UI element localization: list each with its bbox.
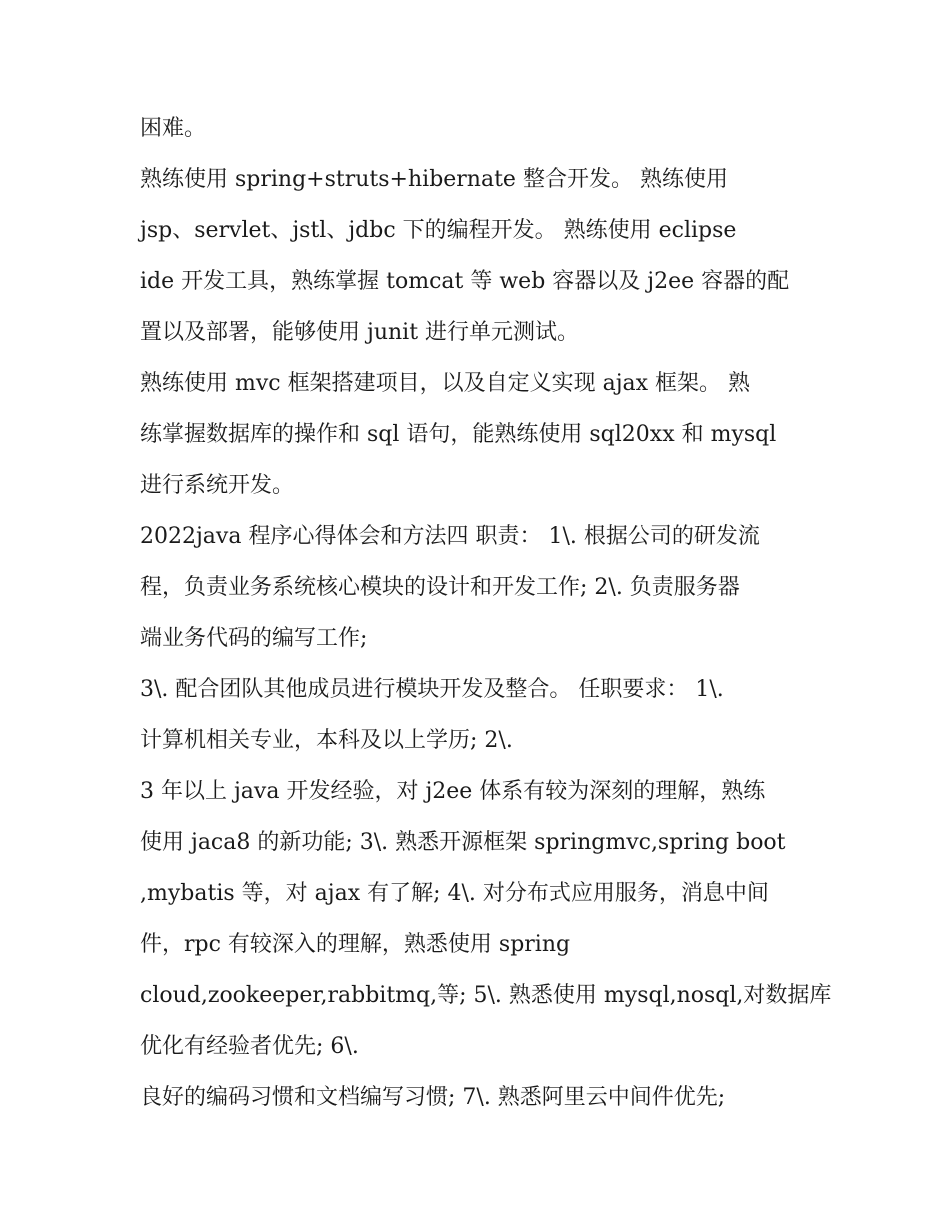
text-line: 熟练使用 spring+struts+hibernate 整合开发。 熟练使用 — [140, 167, 728, 192]
body-text — [140, 108, 832, 1128]
text-line: 3 年以上 java 开发经验，对 j2ee 体系有较为深刻的理解，熟练 — [140, 779, 766, 804]
text-line: jsp、servlet、jstl、jdbc 下的编程开发。 熟练使用 eclipse — [140, 218, 737, 243]
text-line: 置以及部署，能够使用 junit 进行单元测试。 — [140, 320, 580, 345]
text-line: ,mybatis 等，对 ajax 有了解; 4\. 对分布式应用服务，消息中间 — [140, 881, 769, 906]
text-line: ide 开发工具，熟练掌握 tomcat 等 web 容器以及 j2ee 容器的配 — [140, 269, 790, 294]
text-line: 练掌握数据库的操作和 sql 语句，能熟练使用 sql20xx 和 mysql — [140, 422, 777, 447]
text-line: 3\. 配合团队其他成员进行模块开发及整合。 任职要求： 1\. — [140, 677, 724, 702]
text-line: 熟练使用 mvc 框架搭建项目，以及自定义实现 ajax 框架。 熟 — [140, 371, 751, 396]
text-line: 件，rpc 有较深入的理解，熟悉使用 spring — [140, 932, 571, 957]
text-line: 2022java 程序心得体会和方法四 职责： 1\. 根据公司的研发流 — [140, 524, 760, 549]
text-line: 使用 jaca8 的新功能; 3\. 熟悉开源框架 springmvc,spring boot — [140, 830, 786, 855]
text-line: 端业务代码的编写工作; — [140, 626, 368, 651]
text-line: 程，负责业务系统核心模块的设计和开发工作; 2\. 负责服务器 — [140, 575, 740, 600]
text-line: 进行系统开发。 — [140, 473, 295, 498]
text-line: 优化有经验者优先; 6\. — [140, 1034, 359, 1059]
text-line: 困难。 — [140, 116, 207, 141]
text-line: 良好的编码习惯和文档编写习惯; 7\. 熟悉阿里云中间件优先; — [140, 1085, 726, 1110]
text-line: 计算机相关专业，本科及以上学历; 2\. — [140, 728, 513, 753]
text-line: cloud,zookeeper,rabbitmq,等; 5\. 熟悉使用 mysql,nosql,对数据库 — [140, 983, 832, 1008]
